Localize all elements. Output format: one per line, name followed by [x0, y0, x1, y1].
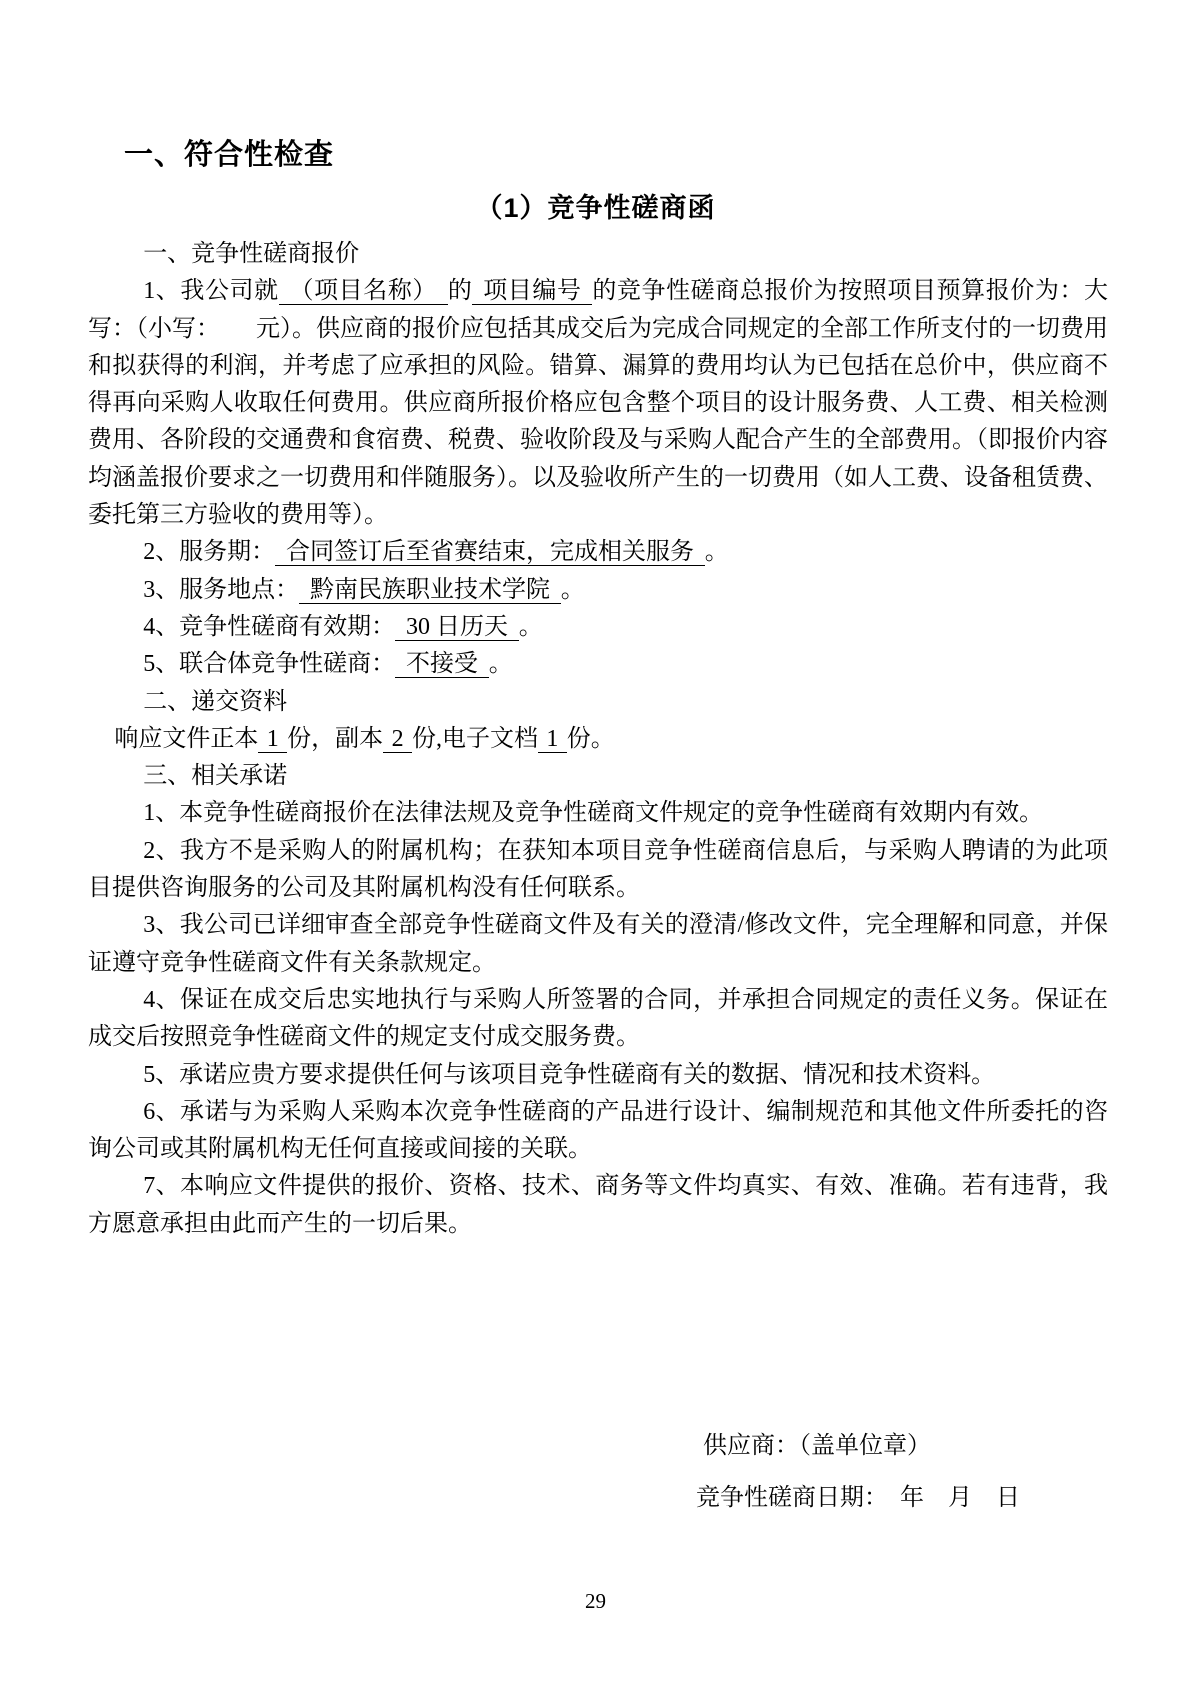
document-title: （1）竞争性磋商函	[475, 193, 716, 223]
item-label: 5、联合体竞争性磋商：	[143, 651, 396, 678]
paragraph-text: 1、我公司就	[143, 278, 279, 305]
page-number: 29	[585, 1589, 606, 1613]
docs-text: 份。	[566, 725, 615, 752]
item-consortium	[88, 646, 1108, 683]
item-service-period	[88, 534, 1108, 571]
commitment-5: 5、承诺应贵方要求提供任何与该项目竞争性磋商有关的数据、情况和技术资料。	[143, 1061, 996, 1088]
service-location-value: 黔南民族职业技术学院	[299, 577, 561, 604]
commitment-2: 2、我方不是采购人的附属机构；在获知本项目竞争性磋商信息后，与采购人聘请的为此项目提供咨询服务的公司及其附属机构没有任何联系。	[88, 837, 1108, 902]
paragraph-text: 的	[447, 278, 473, 305]
electronic-count: 1	[538, 726, 567, 753]
docs-text: 份，副本	[287, 725, 384, 752]
consortium-value: 不接受	[395, 651, 489, 678]
subsection-title-quotation: 一、竞争性磋商报价	[143, 241, 360, 267]
subsection-title-commitments: 三、相关承诺	[143, 763, 288, 790]
item-label: 4、竞争性磋商有效期：	[143, 613, 396, 640]
supplier-signature-line: 供应商：（盖单位章）	[703, 1433, 931, 1459]
docs-text: 响应文件正本	[114, 725, 259, 752]
document-body	[88, 236, 1108, 1243]
item-suffix: 。	[704, 539, 729, 566]
project-name-blank: （项目名称）	[279, 278, 448, 305]
original-count: 1	[258, 726, 287, 753]
item-suffix: 。	[488, 651, 513, 678]
item-suffix: 。	[518, 613, 543, 640]
item-suffix: 。	[560, 576, 585, 603]
paragraph-text: 的竞争性磋商总报价为按照项目预算报价为：大写：（小写： 元）。供应商的报价应包括其成交后为完成合同规定的全部工作所支付的一切费用和拟获得的利润，并考虑了应承担的风险。错算、漏算的费用均认为已包括在总价中，供应商不得再向采购人收取任何费用。供应商所报价格应包含整个项目的设计服务费、人工费、相关检测费用、各阶段的交通费和食宿费、税费、验收阶段及与采购人配合产生的全部费用。（即报价内容均涵盖报价要求之一切费用和伴随服务）。以及验收所产生的一切费用（如人工费、设备租赁费、委托第三方验收的费用等）。	[88, 278, 1109, 529]
commitment-4: 4、保证在成交后忠实地执行与采购人所签署的合同，并承担合同规定的责任义务。保证在成交后按照竞争性磋商文件的规定支付成交服务费。	[88, 986, 1108, 1051]
item-label: 2、服务期：	[143, 539, 276, 566]
commitment-6: 6、承诺与为采购人采购本次竞争性磋商的产品进行设计、编制规范和其他文件所委托的咨询公司或其附属机构无任何直接或间接的关联。	[88, 1098, 1108, 1163]
validity-period-value: 30 日历天	[395, 614, 519, 641]
copy-count: 2	[383, 726, 412, 753]
item-validity-period	[88, 609, 1108, 646]
subsection-title-documents: 二、递交资料	[143, 688, 288, 715]
commitment-3: 3、我公司已详细审查全部竞争性磋商文件及有关的澄清/修改文件，完全理解和同意，并保证遵守竞争性磋商文件有关条款规定。	[88, 912, 1108, 976]
item-service-location	[88, 572, 1108, 609]
consultation-date-line: 竞争性磋商日期： 年 月 日	[696, 1485, 1020, 1511]
paragraph-quotation	[88, 273, 1108, 534]
service-period-value: 合同签订后至省赛结束，完成相关服务	[275, 539, 705, 566]
section-heading: 一、符合性检查	[124, 139, 335, 171]
item-label: 3、服务地点：	[143, 576, 300, 603]
commitment-1: 1、本竞争性磋商报价在法律法规及竞争性磋商文件规定的竞争性磋商有效期内有效。	[143, 800, 1044, 827]
commitment-7: 7、本响应文件提供的报价、资格、技术、商务等文件均真实、有效、准确。若有违背，我方愿意承担由此而产生的一切后果。	[88, 1173, 1108, 1237]
project-number-blank: 项目编号	[472, 278, 592, 305]
docs-text: 份,电子文档	[411, 725, 538, 752]
documents-counts-line	[88, 721, 1108, 758]
